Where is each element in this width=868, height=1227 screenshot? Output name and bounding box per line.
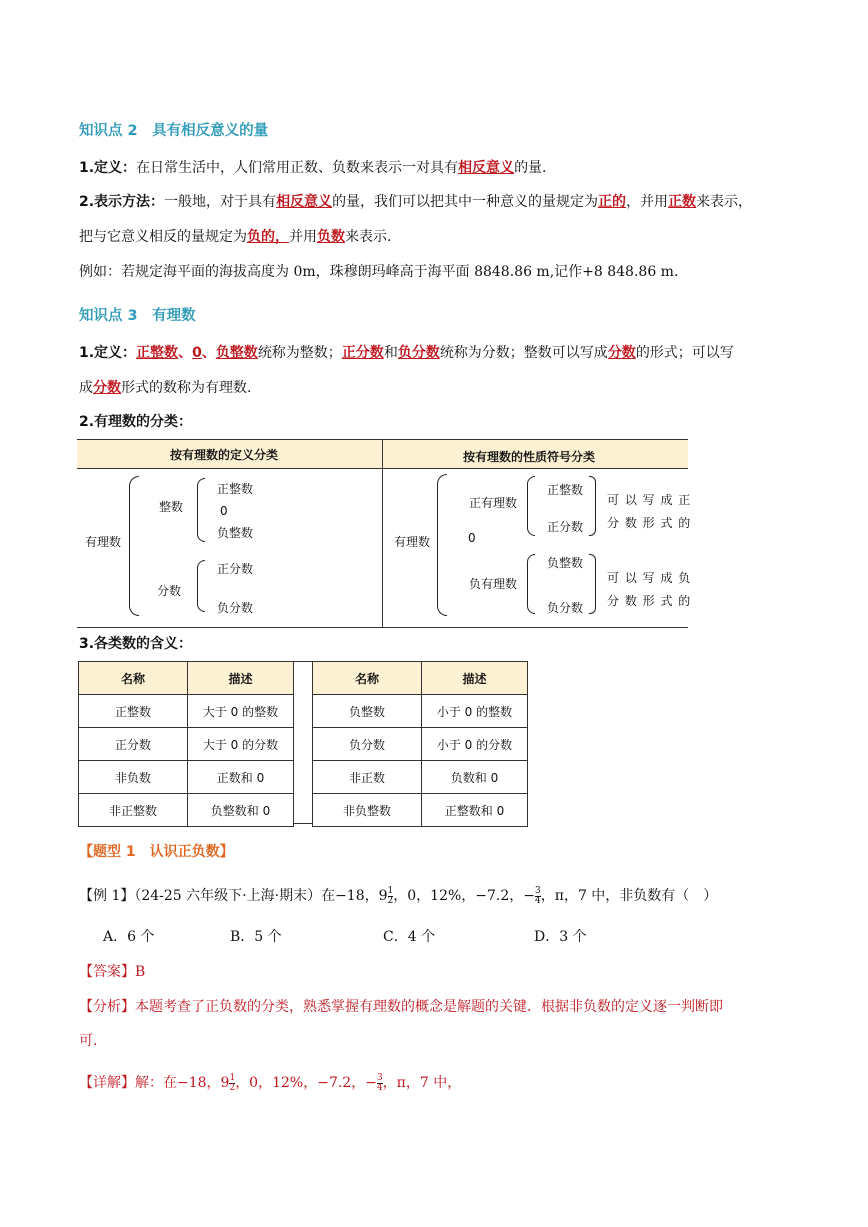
table-row: 非负整数 正整数和 0 xyxy=(313,794,528,827)
option-b[interactable]: B．5 个 xyxy=(230,929,282,945)
column-divider xyxy=(382,440,383,627)
meaning-table-right: 名称 描述 负整数 小于 0 的整数 负分数 小于 0 的分数 非正数 负数和 0 非负整数 正整数和 0 xyxy=(312,661,528,827)
analysis-line-2: 可. xyxy=(79,1033,98,1049)
table-row: 负分数 小于 0 的分数 xyxy=(313,728,528,761)
left-fraction: 分数 xyxy=(157,584,182,598)
meaning-title: 3.各类数的含义： xyxy=(79,636,193,652)
rational-definition-line-1: 1.定义：正整数、0、负整数统称为整数；正分数和负分数统称为分数；整数可以写成分数的形式；可以写 xyxy=(79,345,734,361)
right-root-brace xyxy=(437,474,447,616)
table-row: 负整数 小于 0 的整数 xyxy=(313,695,528,728)
right-root: 有理数 xyxy=(394,535,431,549)
definition-line: 1.定义：在日常生活中，人们常用正数、负数来表示一对具有相反意义的量. xyxy=(79,160,547,176)
left-root-brace xyxy=(129,476,139,616)
option-c[interactable]: C．4 个 xyxy=(383,929,436,945)
classification-title: 2.有理数的分类： xyxy=(79,414,193,430)
left-integer: 整数 xyxy=(159,500,184,514)
classification-table: 按有理数的定义分类 按有理数的性质符号分类 有理数 整数 正整数 0 负整数 分数 正分数 负分数 有理数 正有理数 正整数 正分数 可 以 写 成 正 分 数 形 式 的 0 负有理数 负整数 负分数 可 以 写 成 负 分 数 形 式 的 xyxy=(77,439,688,628)
classification-head-right: 按有理数的性质符号分类 xyxy=(383,440,688,469)
rational-definition-line-2: 成分数形式的数称为有理数. xyxy=(79,380,252,396)
detail-line: 【详解】解：在−18，9 $\frac{1}{2}$ ，0，12%，−7.2，− $\frac{3}{4}$ ，π，7 中， xyxy=(79,1072,462,1093)
meaning-table-left: 名称 描述 正整数 大于 0 的整数 正分数 大于 0 的分数 非负数 正数和 0 非正整数 负整数和 0 xyxy=(78,661,294,827)
table-row: 非负数 正数和 0 xyxy=(79,761,294,794)
analysis-line-1: 【分析】本题考查了正负数的分类，熟悉掌握有理数的概念是解题的关键．根据非负数的定义逐一判断即 xyxy=(79,999,723,1015)
question-type-title: 【题型 1 认识正负数】 xyxy=(79,844,234,860)
example-question: 【例 1】（24-25 六年级下·上海·期末）在−18，9 $\frac{1}{2}$ ，0，12%，−7.2，− $\frac{3}{4}$ ，π，7 中，非负数有（ ） xyxy=(79,885,718,906)
answer-line: 【答案】B xyxy=(79,964,146,980)
option-a[interactable]: A．6 个 xyxy=(103,929,155,945)
left-root: 有理数 xyxy=(85,535,122,549)
table-row: 正整数 大于 0 的整数 xyxy=(79,695,294,728)
example-line: 例如：若规定海平面的海拔高度为 0m，珠穆朗玛峰高于海平面 8848.86 m,记作+8 848.86 m. xyxy=(79,264,679,280)
section-title-kp3: 知识点 3 有理数 xyxy=(79,308,196,324)
table-row: 非正整数 负整数和 0 xyxy=(79,794,294,827)
table-row: 非正数 负数和 0 xyxy=(313,761,528,794)
table-gap xyxy=(294,661,312,824)
representation-line-1: 2.表示方法：一般地，对于具有相反意义的量，我们可以把其中一种意义的量规定为正的，并用正数来表示， xyxy=(79,194,753,210)
section-title-kp2: 知识点 2 具有相反意义的量 xyxy=(79,123,269,139)
left-fraction-brace xyxy=(197,560,205,612)
classification-head-left: 按有理数的定义分类 xyxy=(77,440,382,469)
table-row: 正分数 大于 0 的分数 xyxy=(79,728,294,761)
left-integer-brace xyxy=(197,478,205,542)
option-d[interactable]: D．3 个 xyxy=(534,929,587,945)
representation-line-2: 把与它意义相反的量规定为负的，并用负数来表示. xyxy=(79,229,392,245)
